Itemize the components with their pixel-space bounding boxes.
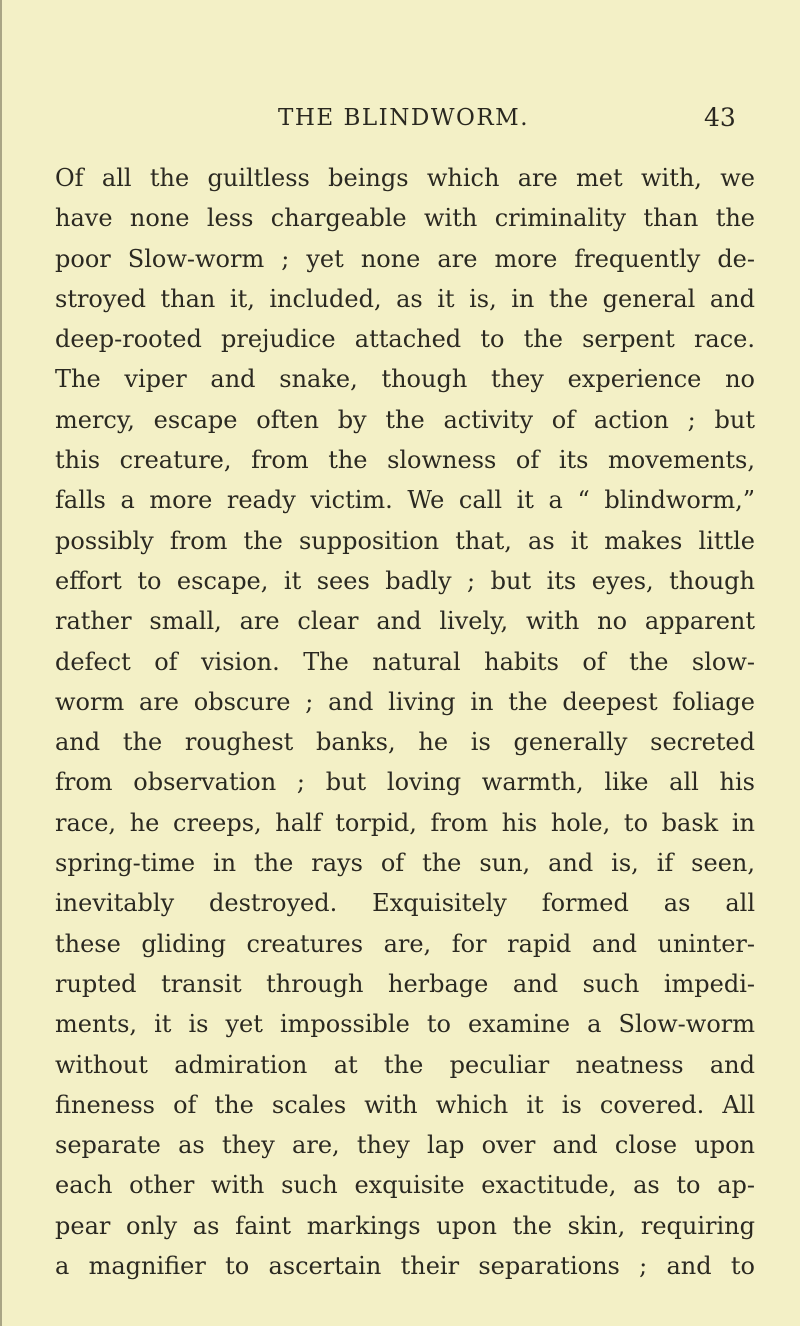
text-line: these gliding creatures are, for rapid and uninter- [55,929,755,958]
text-line: inevitably destroyed. Exquisitely formed as all [55,889,755,918]
text-line: rupted transit through herbage and such impedi- [55,969,755,998]
text-line: from observation ; but loving warmth, like all his [55,768,755,797]
text-line: ments, it is yet impossible to examine a Slow-worm [55,1010,755,1039]
text-line: and the roughest banks, he is generally secreted [55,728,755,757]
text-line: fineness of the scales with which it is covered. All [55,1090,755,1119]
text-line: rather small, are clear and lively, with no apparent [55,607,755,636]
text-line: pear only as faint markings upon the skin, requiring [55,1211,755,1240]
running-title: THE BLINDWORM. [278,105,529,131]
page-number: 43 [704,103,736,132]
text-line: this creature, from the slowness of its movements, [55,446,755,475]
page-edge-shadow [0,0,2,1326]
text-line: stroyed than it, included, as it is, in the general and [55,284,755,313]
text-line: falls a more ready victim. We call it a “ blindworm,” [55,486,755,515]
text-line: have none less chargeable with criminality than the [55,204,755,233]
text-line: a magnifier to ascertain their separations ; and to [55,1252,755,1281]
text-line: without admiration at the peculiar neatness and [55,1050,755,1079]
text-line: poor Slow-worm ; yet none are more frequently de- [55,244,755,273]
text-line: race, he creeps, half torpid, from his hole, to bask in [55,808,755,837]
text-line: worm are obscure ; and living in the deepest foliage [55,687,755,716]
text-line: separate as they are, they lap over and close upon [55,1131,755,1160]
text-line: The viper and snake, though they experience no [55,365,755,394]
text-line: defect of vision. The natural habits of the slow- [55,647,755,676]
body-paragraph [55,158,755,1286]
text-line: mercy, escape often by the activity of action ; but [55,405,755,434]
text-line: possibly from the supposition that, as it makes little [55,526,755,555]
text-line: deep-rooted prejudice attached to the serpent race. [55,325,755,354]
text-line: each other with such exquisite exactitude, as to ap- [55,1171,755,1200]
page-header [0,101,800,135]
text-line: Of all the guiltless beings which are met with, we [55,164,755,192]
text-line: effort to escape, it sees badly ; but its eyes, though [55,566,755,595]
text-line: spring-time in the rays of the sun, and is, if seen, [55,849,755,878]
